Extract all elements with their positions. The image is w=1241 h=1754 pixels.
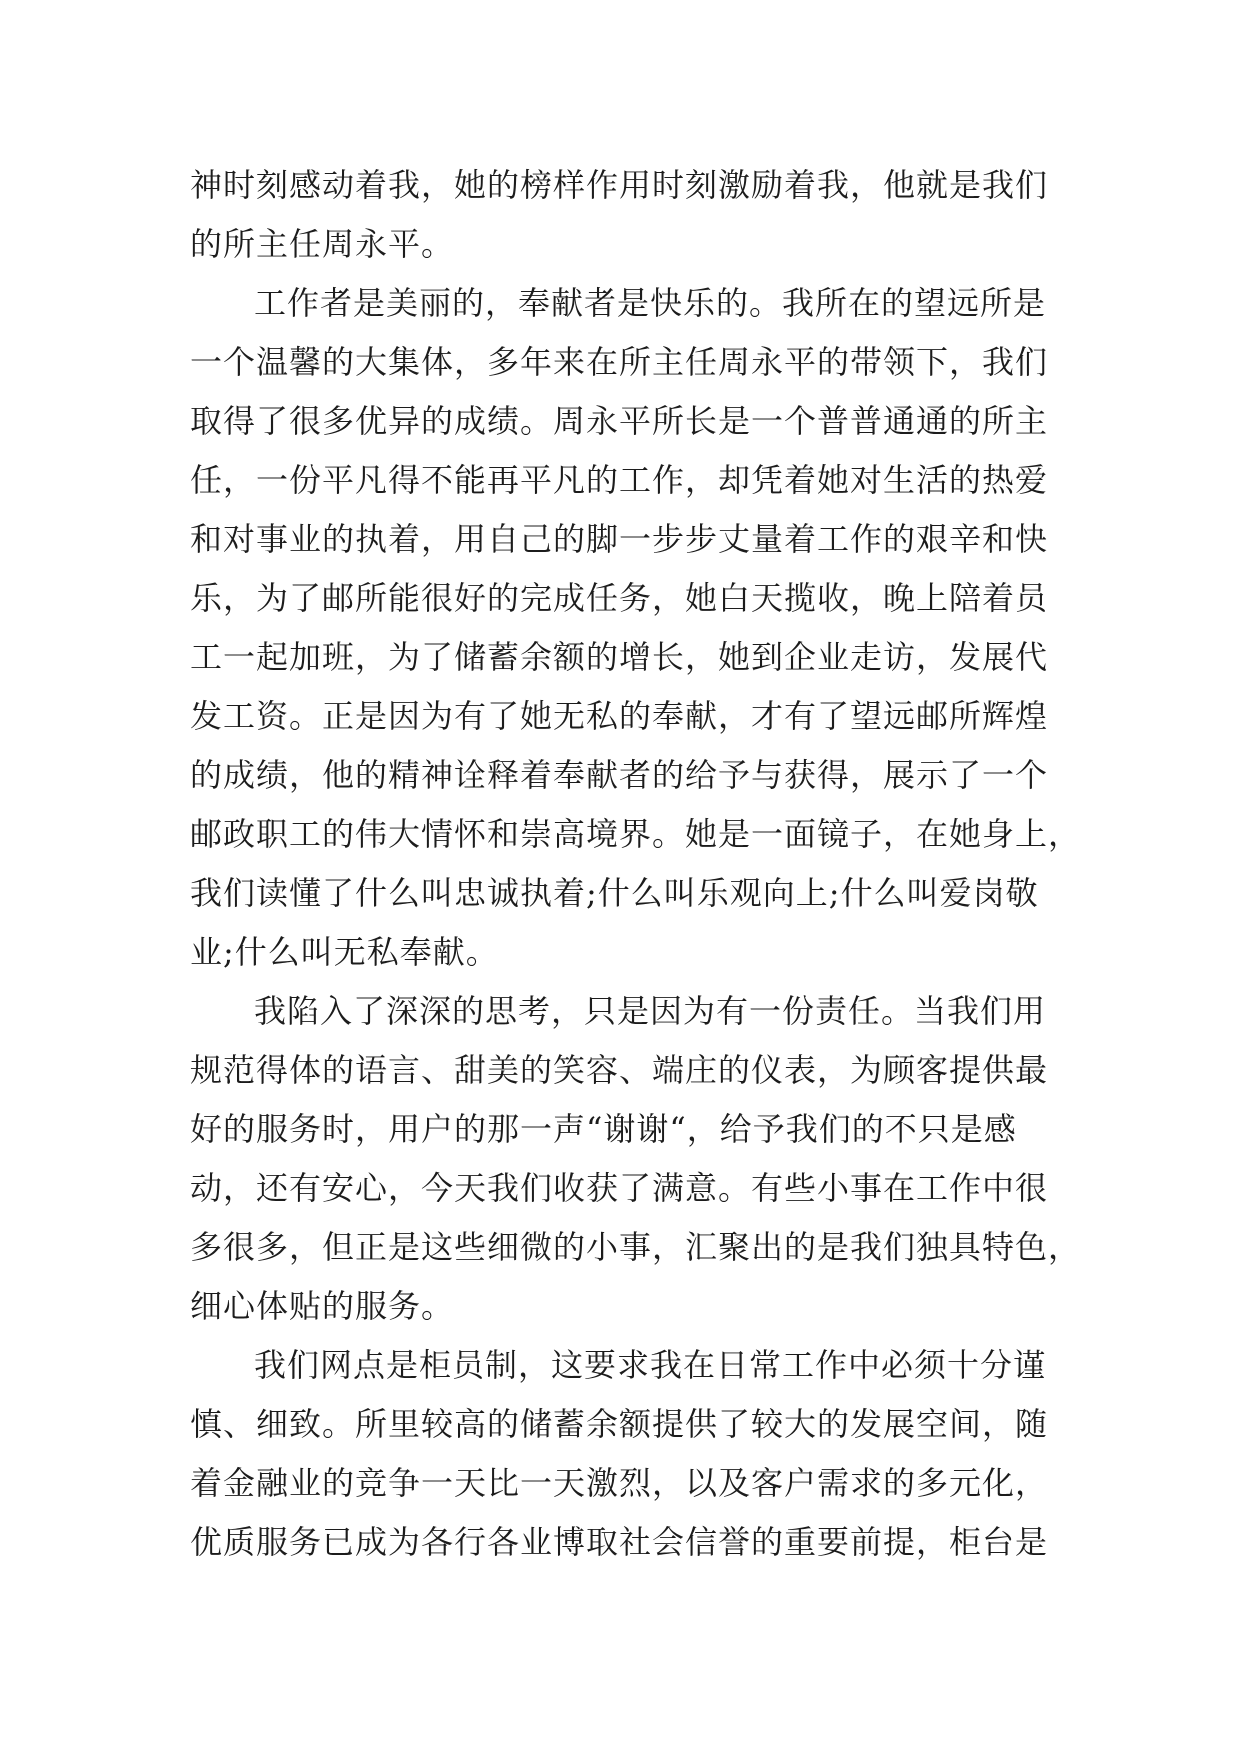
- text-line: 神时刻感动着我，她的榜样作用时刻激励着我，他就是我们: [190, 166, 1049, 204]
- paragraph-start-line: 我陷入了深深的思考，只是因为有一份责任。当我们用: [254, 992, 1047, 1030]
- text-line: 和对事业的执着，用自己的脚一步步丈量着工作的艰辛和快: [190, 520, 1049, 558]
- text-line: 业;什么叫无私奉献。: [190, 933, 499, 971]
- text-line: 细心体贴的服务。: [190, 1287, 455, 1325]
- text-line: 优质服务已成为各行各业博取社会信誉的重要前提，柜台是: [190, 1523, 1049, 1561]
- paragraph-start-line: 工作者是美丽的，奉献者是快乐的。我所在的望远所是: [254, 284, 1047, 322]
- text-line: 的成绩，他的精神诠释着奉献者的给予与获得，展示了一个: [190, 756, 1049, 794]
- text-line: 慎、细致。所里较高的储蓄余额提供了较大的发展空间，随: [190, 1405, 1049, 1443]
- text-line: 乐，为了邮所能很好的完成任务，她白天揽收，晚上陪着员: [190, 579, 1049, 617]
- paragraph-start-line: 我们网点是柜员制，这要求我在日常工作中必须十分谨: [254, 1346, 1047, 1384]
- text-line: 规范得体的语言、甜美的笑容、端庄的仪表，为顾客提供最: [190, 1051, 1049, 1089]
- text-line: 的所主任周永平。: [190, 225, 455, 263]
- text-line: 取得了很多优异的成绩。周永平所长是一个普普通通的所主: [190, 402, 1049, 440]
- text-line: 多很多，但正是这些细微的小事，汇聚出的是我们独具特色，: [190, 1228, 1082, 1266]
- text-line: 发工资。正是因为有了她无私的奉献，才有了望远邮所辉煌: [190, 697, 1049, 735]
- document-body: [190, 156, 1082, 1572]
- text-line: 一个温馨的大集体，多年来在所主任周永平的带领下，我们: [190, 343, 1049, 381]
- text-line: 好的服务时，用户的那一声“谢谢“，给予我们的不只是感: [190, 1110, 1017, 1148]
- text-line: 任，一份平凡得不能再平凡的工作，却凭着她对生活的热爱: [190, 461, 1049, 499]
- text-line: 动，还有安心，今天我们收获了满意。有些小事在工作中很: [190, 1169, 1049, 1207]
- text-line: 工一起加班，为了储蓄余额的增长，她到企业走访，发展代: [190, 638, 1049, 676]
- text-line: 我们读懂了什么叫忠诚执着;什么叫乐观向上;什么叫爱岗敬: [190, 874, 1039, 912]
- text-line: 着金融业的竞争一天比一天激烈，以及客户需求的多元化，: [190, 1464, 1049, 1502]
- text-line: 邮政职工的伟大情怀和崇高境界。她是一面镜子，在她身上，: [190, 815, 1082, 853]
